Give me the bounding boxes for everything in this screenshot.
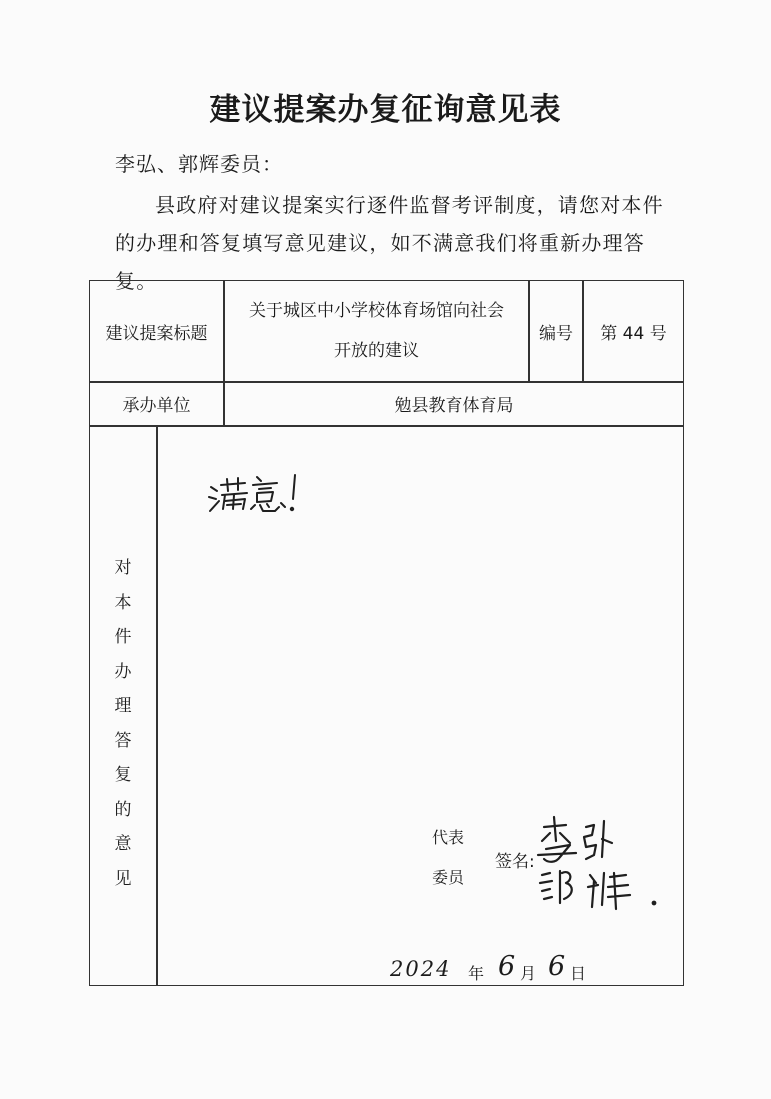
- opinion-label-char: 办: [114, 661, 132, 682]
- opinion-label-char: 件: [114, 627, 132, 647]
- handling-unit-label: 承办单位: [122, 396, 191, 416]
- opinion-label-char: 本: [114, 592, 132, 613]
- proposal-title-line: 开放的建议: [334, 341, 419, 361]
- date-day-value: 6: [548, 951, 566, 982]
- rep-label-top: 代表: [432, 828, 465, 847]
- opinion-label-char: 复: [114, 765, 132, 785]
- handwritten-opinion-satisfied: [205, 471, 305, 515]
- opinion-label-char: 见: [114, 868, 132, 889]
- opinion-label-char: 理: [114, 696, 132, 716]
- salutation: 李弘、郭辉委员：: [115, 152, 283, 176]
- date-year-label: 年: [468, 964, 485, 983]
- row-divider: [90, 425, 683, 427]
- opinion-label-char: 答: [114, 730, 132, 751]
- date-line: [390, 951, 630, 985]
- opinion-label-char: 的: [114, 799, 132, 820]
- handling-unit-value: 勉县教育体育局: [394, 396, 514, 416]
- page-title: 建议提案办复征询意见表: [209, 92, 562, 128]
- proposal-title-label: 建议提案标题: [105, 323, 208, 344]
- proposal-title-value: [225, 289, 528, 373]
- date-month-label: 月: [520, 964, 537, 983]
- signature-label: 签名:: [495, 852, 535, 872]
- handwritten-signature: [530, 813, 670, 913]
- opinion-form-table: [89, 280, 684, 986]
- opinion-label-char: 对: [114, 558, 132, 578]
- opinion-label-char: 意: [114, 834, 132, 854]
- rep-label-bottom: 委员: [432, 868, 465, 887]
- intro-paragraph: 县政府对建议提案实行逐件监督考评制度，请您对本件的办理和答复填写意见建议，如不满意我们将重新办理答复。: [115, 193, 664, 293]
- opinion-label: [90, 551, 156, 896]
- column-divider: [156, 425, 158, 985]
- number-value: 第 44 号: [600, 323, 667, 344]
- date-day-label: 日: [570, 964, 587, 983]
- proposal-title-line: 关于城区中小学校体育场馆向社会: [249, 301, 504, 321]
- date-year-value: 2024: [390, 957, 452, 981]
- date-month-value: 6: [498, 951, 516, 982]
- number-label: 编号: [539, 323, 573, 344]
